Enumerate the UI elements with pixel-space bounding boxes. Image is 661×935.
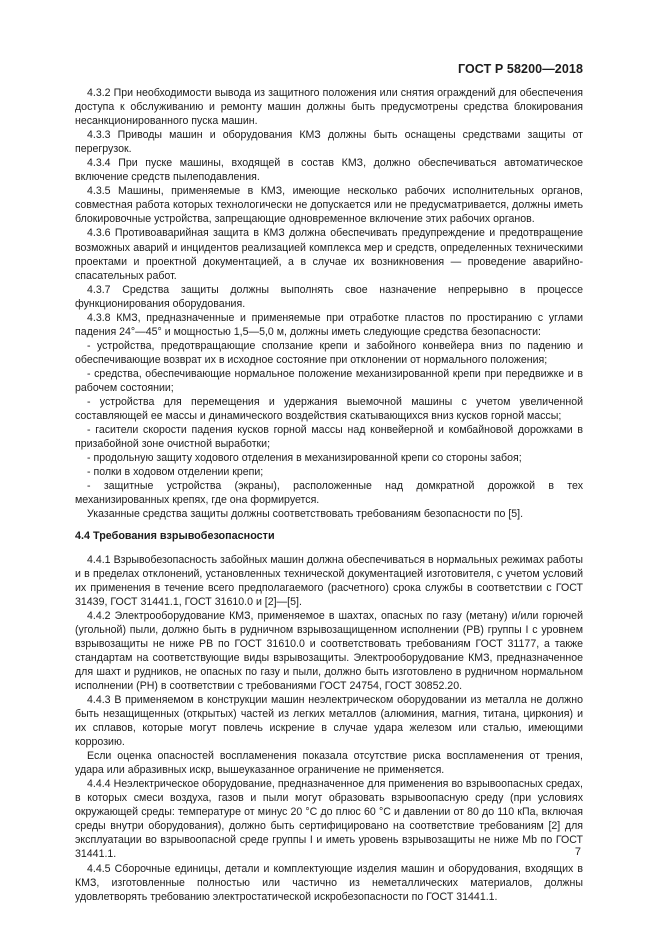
section-heading: 4.4 Требования взрывобезопасности [75, 530, 275, 543]
paragraph-4-3-3: 4.3.3 Приводы машин и оборудования КМЗ должны быть оснащены средствами защиты от перегрузок. [75, 129, 583, 156]
page-number: 7 [574, 846, 581, 858]
paragraph-4-4-5: 4.4.5 Сборочные единицы, детали и комплектующие изделия машин и оборудования, входящих в КМЗ, изготовленные полностью или частично из неметаллических материалов, должны удовлетворять требованию электростатической искробезопасности по ГОСТ 31441.1. [75, 862, 583, 903]
paragraph-4-3-7: 4.3.7 Средства защиты должны выполнять свое назначение непрерывно в процессе функционирования оборудования. [75, 283, 583, 310]
paragraph-4-3-6: 4.3.6 Противоаварийная защита в КМЗ должна обеспечивать предупреждение и предотвращение возможных аварий и инцидентов реализацией комплекса мер и средств, определенных техническими проектами и проектной документацией, а в случае их возникновения — проведение аварийно-спасательных работ. [75, 227, 583, 282]
paragraph-4-4-3: 4.4.3 В применяемом в конструкции машин неэлектрическом оборудовании из металла не должно быть незащищенных (открытых) частей из легких металлов (алюминия, магния, титана, циркония) и их сплавов, которые могут повлечь искрение в случае удара железом или сталью, имеющими коррозию. [75, 693, 583, 749]
paragraph-4-4-1: 4.4.1 Взрывобезопасность забойных машин должна обеспечиваться в нормальных режимах работы и в пределах отклонений, установленных технической документацией изготовителя, с учетом условий их применения в течение всего предполагаемого (расчетного) срока службы в соответствии с ГОСТ 31439, ГОСТ 31441.1, ГОСТ 31610.0 и [2]—[5]. [75, 553, 583, 608]
list-item: - гасители скорости падения кусков горной массы над конвейерной и комбайновой дорожками в призабойной зоне очистной выработки; [75, 424, 583, 451]
paragraph-4-4-4: 4.4.4 Неэлектрическое оборудование, предназначенное для применения во взрывоопасных средах, в которых смеси воздуха, газов и пыли могут образовать взрывоопасную среду (при условиях окружающей среды: температуре от минус 20 °С до плюс 60 °С и давлении от 80 до 110 кПа, включая среды внутри оборудования), должно быть сертифицировано на соответствие требованиям [2] для эксплуатации во взрывоопасной среде группы I и иметь уровень взрывозащиты не ниже Mb по ГОСТ 31441.1. [75, 778, 583, 861]
paragraph-4-3-8: 4.3.8 КМЗ, предназначенные и применяемые при отработке пластов по простиранию с углами падения 24°—45° и мощностью 1,5—5,0 м, должны иметь следующие средства безопасности: [75, 311, 583, 338]
list-item: - продольную защиту ходового отделения в механизированной крепи со стороны забоя; [87, 452, 522, 465]
paragraph-4-3-5: 4.3.5 Машины, применяемые в КМЗ, имеющие несколько рабочих исполнительных органов, совместная работа которых технологически не допускается или не предусматривается, должны иметь блокировочные устройства, запрещающие одновременное включение этих рабочих органов. [75, 185, 583, 226]
paragraph-4-3-2: 4.3.2 При необходимости вывода из защитного положения или снятия ограждений для обеспечения доступа к обслуживанию и ремонту машин должны быть предусмотрены средства блокирования несанкционированного пуска машин. [75, 87, 583, 128]
paragraph-4-3-4: 4.3.4 При пуске машины, входящей в состав КМЗ, должно обеспечиваться автоматическое включение средств пылеподавления. [75, 157, 583, 184]
list-item: - полки в ходовом отделении крепи; [87, 466, 264, 479]
list-item: - устройства для перемещения и удержания выемочной машины с учетом увеличенной составляющей ее массы и динамического воздействия скатывающихся вниз кусков горной массы; [75, 396, 583, 423]
standard-code: ГОСТ Р 58200—2018 [457, 62, 583, 76]
document-body [75, 86, 583, 904]
list-item: - устройства, предотвращающие сползание крепи и забойного конвейера вниз по падению и обеспечивающие возврат их в исходное состояние при отклонении от нормального положения; [75, 339, 583, 366]
paragraph-after-list: Указанные средства защиты должны соответствовать требованиям безопасности по [5]. [87, 508, 524, 521]
paragraph-4-4-2: 4.4.2 Электрооборудование КМЗ, применяемое в шахтах, опасных по газу (метану) и/или горючей (угольной) пыли, должно быть в рудничном взрывозащищенном исполнении (РВ) группы I с уровнем взрывозащиты не ниже РВ по ГОСТ 31610.0 и соответствовать требованиям ГОСТ 31177, а также стандартам на соответствующие виды взрывозащиты. Электрооборудование КМЗ, предназначенное для шахт и рудников, не опасных по газу и пыли, должно быть изготовлено в рудничном нормальном исполнении (РН) в соответствии с требованиями ГОСТ 24754, ГОСТ 30852.20. [75, 609, 583, 692]
list-item: - защитные устройства (экраны), расположенные над домкратной дорожкой в тех механизированных крепях, где она формируется. [75, 480, 583, 507]
list-item: - средства, обеспечивающие нормальное положение механизированной крепи при передвижке и в рабочем состоянии; [75, 367, 583, 394]
paragraph-4-4-3-note: Если оценка опасностей воспламенения показала отсутствие риска воспламенения от трения, удара или абразивных искр, вышеуказанное ограничение не применяется. [75, 750, 583, 777]
